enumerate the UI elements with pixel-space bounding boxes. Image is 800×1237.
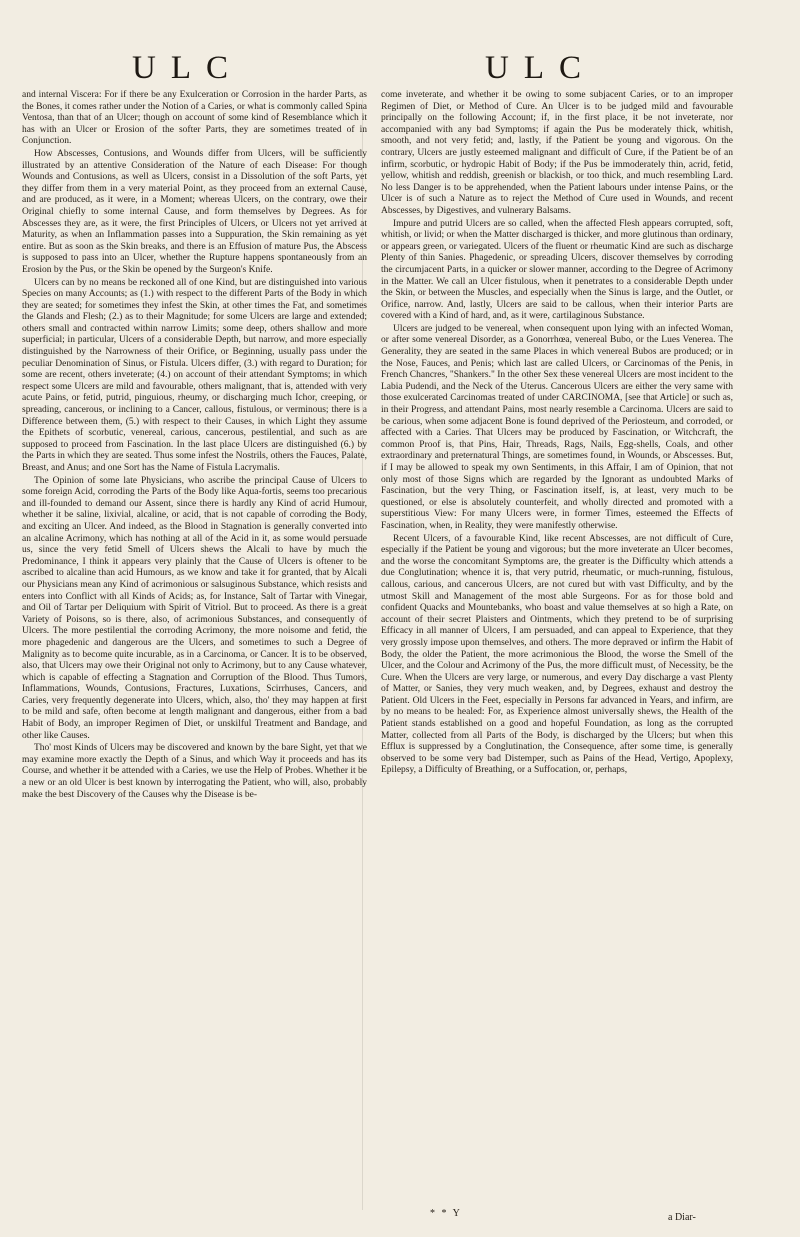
- right-text-column: [381, 90, 733, 1220]
- column-divider: [362, 100, 363, 1210]
- paragraph: Impure and putrid Ulcers are so called, when the affected Flesh appears corrupted, soft, whitish, or livid; or when the Matter discharged is thicker, and more glutinous than ordinary, or appears green, or variegated. Ulcers of the fluent or rheumatic Kind are such as discharge Plenty of thin Sanies. Phagedenic, or spreading Ulcers, discover themselves by corroding the circumjacent Parts, in a quicker or slower manner, according to the Degree of Acrimony in the Matter. We call an Ulcer fistulous, when it penetrates to a considerable Depth under the Skin, or between the Muscles, and especially when the Sinus is large, and the Outlet, or Orifice, narrow. And, lastly, Ulcers are said to be callous, when their interior Parts are covered with a Kind of hard, and, as it were, cartilaginous Substance.: [381, 218, 733, 322]
- left-text-column: [22, 90, 367, 1220]
- paragraph: Ulcers can by no means be reckoned all of one Kind, but are distinguished into various Species on many Accounts; as (1.) with respect to the different Parts of the Body in which they are seated; for sometimes they infest the Skin, at other times the Fat, and sometimes the Glands and Flesh; (2.) as to their Magnitude; for some Ulcers are large and extended; others small and contracted within narrow Limits; some deep, others shallow and more superficial; in particular, Ulcers of a considerable Depth, but narrow, and more especially distinguished by the Narrowness of their Orifice, or Beginning, usually pass under the peculiar Denomination of Sinus, or Fistula. Ulcers differ, (3.) with regard to Duration; for some are recent, others inveterate; (4.) on account of their attendant Symptoms; in which respect some Ulcers are mild and favourable, others malignant, that is, attended with very acute Pains, or fetid, putrid, pinguious, rheumy, or discharging much Ichor, creeping, or spreading, cancerous, or inclining to a Cancer, callous, fistulous, or verminous; there is a Difference between them, (5.) with respect to their Causes, in which Light they assume the Epithets of scorbutic, venereal, carious, cancerous, pestilential, and such as are supposed to proceed from Fascination. In the last place Ulcers are distinguished (6.) by the Parts in which they are seated. Thus some infest the Nostrils, others the Fauces, Palate, Breast, and Anus; and one Sort has the Name of Fistula Lacrymalis.: [22, 277, 367, 473]
- paragraph: come inveterate, and whether it be owing to some subjacent Caries, or to an improper Regimen of Diet, or Method of Cure. An Ulcer is to be judged mild and favourable principally on the following Account; if, in the first place, it be not inveterate, nor accompanied with any bad Symptoms; if again the Pus be moderately thick, whitish, smooth, and not very fetid; and, lastly, if the Patient be young and vigorous. On the contrary, Ulcers are justly esteemed malignant and difficult of Cure, if the Patient be of an infirm, scorbutic, or hydropic Habit of Body; if the Pus be immoderately thin, acrid, fetid, yellow, whitish and reddish, greenish or blackish, or too thick, and much resembling Lard. No less Danger is to be apprehended, when the Patient labours under intense Pains, or the Ulcer is of such a Nature as to reject the Method of Cure used in Wounds, and recent Abscesses, by Digestives, and vulnerary Balsams.: [381, 90, 733, 216]
- catchword: a Diar-: [668, 1212, 696, 1223]
- running-head-right: ULC: [485, 50, 596, 86]
- paragraph: Recent Ulcers, of a favourable Kind, like recent Abscesses, are not difficult of Cure, especially if the Patient be young and vigorous; but the more inveterate an Ulcer becomes, and the worse the concomitant Symptoms are, the greater is the Difficulty which attends a due Conglutination; whence it is, that very putrid, rheumatic, or much-running, fistulous, callous, carious, and cancerous Ulcers, are not cured but with vast Difficulty, and by the utmost Skill and Management of the most able Surgeons. For as for those bold and confident Quacks and Mountebanks, who boast and value themselves at so high a Rate, on account of their secret Plaisters and Ointments, which they pretend to be of surprising Efficacy in all manner of Ulcers, I am persuaded, and can appeal to Experience, that they very grossly impose upon themselves, and others. The more depraved or infirm the Habit of Body, the older the Patient, the more acrimonious the Blood, the worse the Smell of the Ulcer, and the Colour and Acrimony of the Pus, the more difficult must, of Necessity, be the Cure. When the Ulcers are very large, or numerous, and every Day discharge a vast Plenty of Matter, or Sanies, they very much weaken, and, by Degrees, exhaust and destroy the Patient. Old Ulcers in the Feet, especially in Persons far advanced in Years, and infirm, are by no means to be healed: For, as Experience almost universally shews, the Health of the Patient stands established on a good and hopeful Foundation, as long as the corrupted Matter, collected from all Parts of the Body, is discharged by the Ulcers; but when this Efflux is suppressed by a Conglutination, the Consequence, after some time, is generally observed to be some very bad Distemper, such as Pains of the Head, Vertigo, Apoplexy, Epilepsy, a Difficulty of Breathing, or a Suffocation, or, perhaps,: [381, 533, 733, 776]
- signature-mark: * * Y: [430, 1208, 462, 1219]
- paragraph: Tho' most Kinds of Ulcers may be discovered and known by the bare Sight, yet that we may examine more exactly the Depth of a Sinus, and which Way it proceeds and has its Course, and whether it be attended with a Caries, we use the Help of Probes. Whether it be a new or an old Ulcer is best known by interrogating the Patient, who will, also, probably make the best Discovery of the Causes why the Disease is be-: [22, 743, 367, 800]
- paragraph: and internal Viscera: For if there be any Exulceration or Corrosion in the harder Parts, as the Bones, it comes rather under the Notion of a Caries, or what is commonly called Spina Ventosa, than that of an Ulcer; though on account of some kind of Resemblance which it has with an Ulcer or Erosion of the softer Parts, they are sometimes treated of in Conjunction.: [22, 90, 367, 147]
- paragraph: How Abscesses, Contusions, and Wounds differ from Ulcers, will be sufficiently illustrated by an attentive Consideration of the Nature of each Disease: For though Wounds and Contusions, as well as Ulcers, consist in a Dissolution of the soft Parts, yet they differ from them in a very material Point, as they proceed from an external Cause, and are produced, as it were, in a Moment; whereas Ulcers, on the contrary, owe their Original chiefly to some internal Cause, and form themselves by Degrees. As for Abscesses they are, as it were, the first Principles of Ulcers, or Ulcers not yet arrived at Maturity, as when an Inflammation passes into a Suppuration, the Skin remaining as yet entire. But as soon as the Skin breaks, and there is an Effusion of mature Pus, the Abscess is supposed to pass into an Ulcer, whether the Rupture happens spontaneously from an Erosion by the Pus, or the Skin be opened by the Surgeon's Knife.: [22, 148, 367, 275]
- running-head-left: ULC: [132, 50, 243, 86]
- paragraph: The Opinion of some late Physicians, who ascribe the principal Cause of Ulcers to some foreign Acid, corroding the Parts of the Body like Aqua-fortis, seems too precarious and ill-founded to demand our Assent, since there is hardly any Kind of acrid Humour, whether it be saline, lixivial, alcaline, or acid, that is not capable of corroding the Body, and exciting an Ulcer. And indeed, as the Blood in Stagnation is generally converted into an alcaline Acrimony, which has nothing at all of the Acid in it, as some would persuade us, since the very fetid Smell of Ulcers shews the Alcali to have by much the Predominance, I think it appears very plainly that the Cause of Ulcers is oftener to be ascribed to alcaline than acid Humours, as we know and take it for granted, that by Alcali our Physicians mean any Kind of acrimonious or salsuginous Substance, which resists and enters into Conflict with all Kinds of Acids; as, for Instance, Salt of Tartar with Vinegar, and Oil of Tartar per Deliquium with Spirit of Vitriol. But to proceed. As there is a great Variety of Poisons, so is there, also, of acrimonious Substances, and consequently of Ulcers. The more pestilential the corroding Acrimony, the more noisome and fetid, the more phagedenic and dangerous are the Ulcers, and sometimes to such a Degree of Malignity as to become quite incurable, as in a Carcinoma, or Cancer. It is to be observed, also, that Ulcers may owe their Original not only to Acrimony, but to any Cause whatever, which is capable of effecting a Stagnation and Corruption of the Blood. Thus Tumors, Inflammations, Wounds, Contusions, Fractures, Luxations, Scirrhuses, Cancers, and Caries, very frequently degenerate into Ulcers, which, also, tho' they may happen at first to be mild and safe, often become at length malignant and dangerous, either from a bad Habit of Body, an improper Regimen of Diet, or unskilful Treatment and Bandage, and other like Causes.: [22, 475, 367, 741]
- paragraph: Ulcers are judged to be venereal, when consequent upon lying with an infected Woman, or after some venereal Disorder, as a Gonorrhœa, venereal Bubo, or the Lues Venerea. The Generality, they are seated in the same Places in which venereal Bubos are produced; or in the Nose, Fauces, and Penis; which last are called Ulcers, or Carcinomas of the Penis, in French Chancres, "Shankers." In the other Sex these venereal Ulcers are most incident to the Labia Pudendi, and the Neck of the Uterus. Cancerous Ulcers are either the very same with those exulcerated Carcinomas treated of under CARCINOMA, [see that Article] or such as, in their Progress, and attendant Pains, most nearly resemble a Carcinoma. Ulcers are said to be carious, when some adjacent Bone is found deprived of the Periosteum, and corroded, or affected with a Caries. That Ulcers may be produced by Fascination, or Witchcraft, the common Proof is, that Pins, Hair, Threads, Rags, Nails, Egg-shells, Coals, and other extraordinary and preternatural Things, are sometimes found, in Wounds, or Abscesses. But, if I may be allowed to speak my own Sentiments, in this Affair, I am of Opinion, that not only most of those Signs which are regarded by the Ignorant as undoubted Marks of Fascination, but the very Thing, or Fascination itself, is, at least, very much to be questioned, or else is absolutely counterfeit, and wholly directed and promoted with a superstitious View: For many Ulcers were, in former Times, esteemed the Effects of Fascination, when, in Reality, they were manifestly otherwise.: [381, 323, 733, 531]
